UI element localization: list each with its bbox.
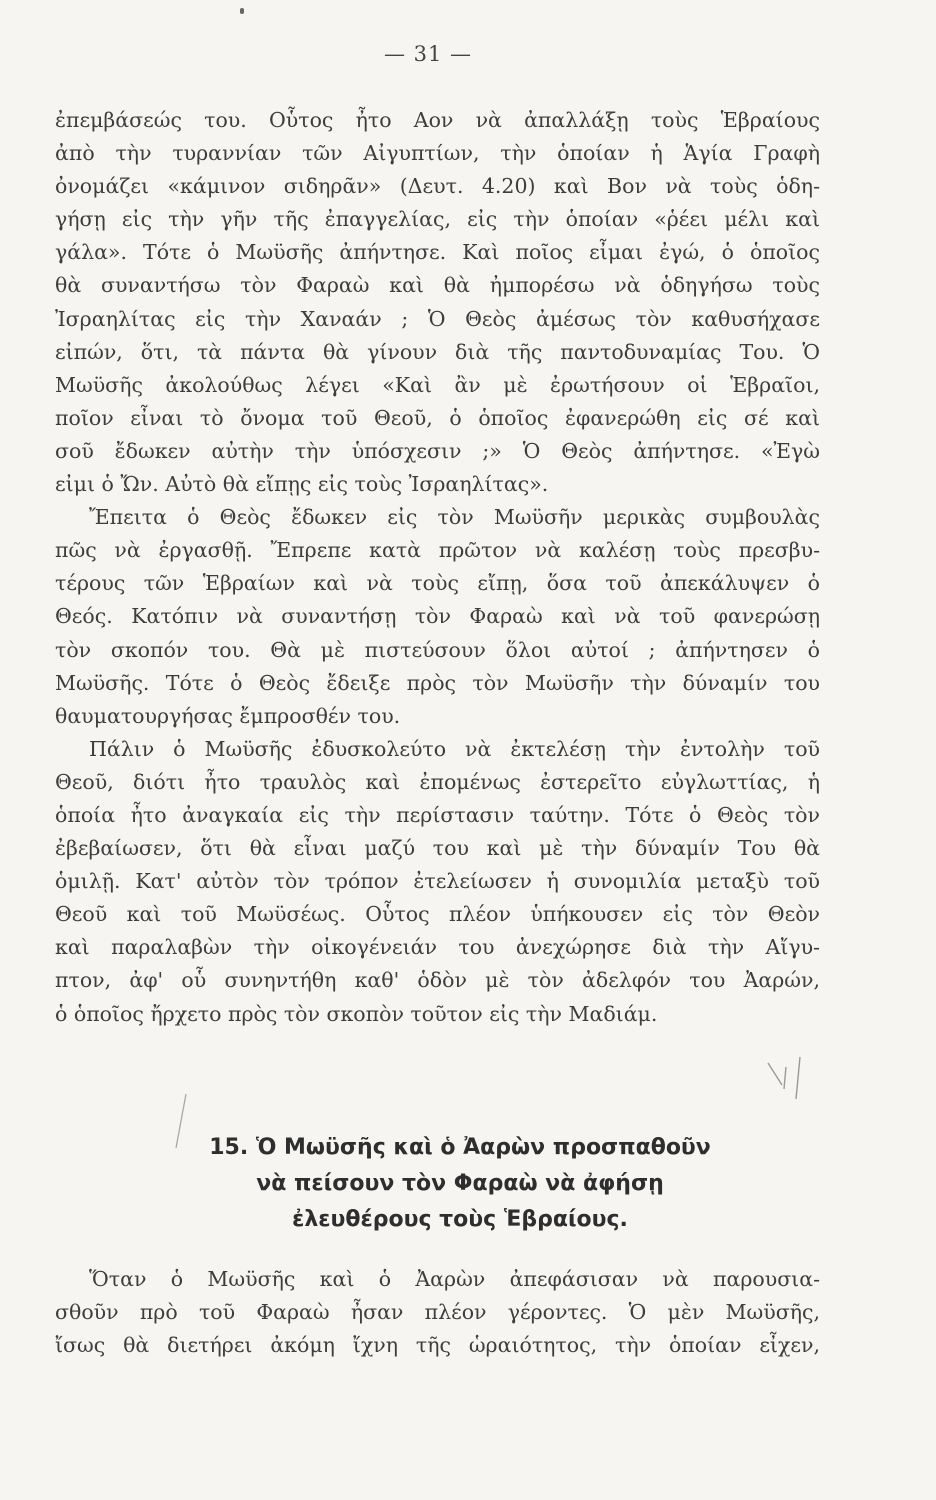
text-line: καὶ παραλαβὼν τὴν οἰκογένειάν του ἀνεχώρησε διὰ τὴν Αἴγυ-: [55, 935, 820, 960]
section-heading: [110, 1130, 810, 1238]
text-line: ὁ ὁποῖος ἤρχετο πρὸς τὸν σκοπὸν τοῦτον εἰς τὴν Μαδιάμ.: [55, 1001, 658, 1026]
text-line: Θεοῦ καὶ τοῦ Μωϋσέως. Οὗτος πλέον ὑπήκουσεν εἰς τὸν Θεὸν: [55, 902, 820, 927]
heading-line: ἐλευθέρους τοὺς Ἑβραίους.: [292, 1207, 628, 1232]
heading-line: 15. Ὁ Μωϋσῆς καὶ ὁ Ἀαρὼν προσπαθοῦν: [209, 1135, 711, 1160]
text-line: θαυματουργήσας ἔμπροσθέν του.: [55, 703, 401, 728]
ink-dot: [240, 8, 244, 14]
text-line: ποῖον εἶναι τὸ ὄνομα τοῦ Θεοῦ, ὁ ὁποῖος ἐφανερώθη εἰς σέ καὶ: [55, 405, 820, 430]
text-line: ἀπὸ τὴν τυραννίαν τῶν Αἰγυπτίων, τὴν ὁποίαν ἡ Ἁγία Γραφὴ: [55, 141, 820, 166]
text-line: ἐβεβαίωσεν, ὅτι θὰ εἶναι μαζύ του καὶ μὲ τὴν δύναμίν Του θὰ: [55, 836, 820, 861]
text-line: Ὅταν ὁ Μωϋσῆς καὶ ὁ Ἀαρὼν ἀπεφάσισαν νὰ παρουσια-: [89, 1267, 820, 1291]
page-number: — 31 —: [383, 42, 473, 66]
text-line: θὰ συναντήσω τὸν Φαραὼ καὶ θὰ ἠμπορέσω νὰ ὁδηγήσω τοὺς: [55, 273, 820, 298]
text-line: ὀνομάζει «κάμινον σιδηρᾶν» (Δευτ. 4.20) καὶ Βον νὰ τοὺς ὁδη-: [55, 174, 820, 199]
text-line: ἴσως θὰ διετήρει ἀκόμη ἴχνη τῆς ὡραιότητος, τὴν ὁποίαν εἶχεν,: [55, 1333, 820, 1358]
text-line: Μωϋσῆς. Τότε ὁ Θεὸς ἔδειξε πρὸς τὸν Μωϋσῆν τὴν δύναμίν του: [55, 670, 820, 695]
text-line: πῶς νὰ ἐργασθῇ. Ἔπρεπε κατὰ πρῶτον νὰ καλέσῃ τοὺς πρεσβυ-: [55, 538, 820, 563]
text-line: Ἰσραηλίτας εἰς τὴν Χαναάν ; Ὁ Θεὸς ἀμέσως τὸν καθυσήχασε: [55, 306, 820, 331]
pencil-annotation: [760, 1055, 820, 1115]
text-line: Θεοῦ, διότι ἦτο τραυλὸς καὶ ἐπομένως ἐστερεῖτο εὐγλωττίας, ἡ: [55, 769, 820, 794]
text-line: τέρους τῶν Ἑβραίων καὶ νὰ τοὺς εἴπῃ, ὅσα τοῦ ἀπεκάλυψεν ὁ: [55, 571, 820, 596]
text-line: τὸν σκοπόν του. Θὰ μὲ πιστεύσουν ὅλοι αὐτοί ; ἀπήντησεν ὁ: [55, 637, 820, 662]
text-line: εἰμι ὁ Ὤν. Αὐτὸ θὰ εἴπῃς εἰς τοὺς Ἰσραηλίτας».: [55, 472, 549, 497]
body-text-top: [55, 104, 820, 1031]
text-line: ἐπεμβάσεώς του. Οὗτος ἦτο Αον νὰ ἀπαλλάξῃ τοὺς Ἑβραίους: [55, 108, 820, 132]
text-line: σθοῦν πρὸ τοῦ Φαραὼ ἦσαν πλέον γέροντες. Ὁ μὲν Μωϋσῆς,: [55, 1300, 820, 1325]
text-line: εἰπών, ὅτι, τὰ πάντα θὰ γίνουν διὰ τῆς παντοδυναμίας Του. Ὁ: [55, 339, 820, 364]
text-line: Θεός. Κατόπιν νὰ συναντήσῃ τὸν Φαραὼ καὶ νὰ τοῦ φανερώσῃ: [55, 604, 820, 629]
text-line: Ἔπειτα ὁ Θεὸς ἔδωκεν εἰς τὸν Μωϋσῆν μερικὰς συμβουλὰς: [89, 505, 820, 530]
text-line: γάλα». Τότε ὁ Μωϋσῆς ἀπήντησε. Καὶ ποῖος εἶμαι ἐγώ, ὁ ὁποῖος: [55, 240, 820, 265]
text-line: Πάλιν ὁ Μωϋσῆς ἐδυσκολεύτο νὰ ἐκτελέσῃ τὴν ἐντολὴν τοῦ: [89, 736, 820, 761]
text-line: γήσῃ εἰς τὴν γῆν τῆς ἐπαγγελίας, εἰς τὴν ὁποίαν «ῥέει μέλι καὶ: [55, 207, 820, 232]
body-text-bottom: [55, 1263, 820, 1362]
text-line: πτον, ἀφ' οὗ συνηντήθη καθ' ὁδὸν μὲ τὸν ἀδελφόν του Ἀαρών,: [55, 968, 820, 993]
text-line: ὁποία ἦτο ἀναγκαία εἰς τὴν περίστασιν ταύτην. Τότε ὁ Θεὸς τὸν: [55, 802, 820, 827]
text-line: σοῦ ἔδωκεν αὐτὴν τὴν ὑπόσχεσιν ;» Ὁ Θεὸς ἀπήντησε. «Ἐγὼ: [55, 438, 820, 463]
heading-line: νὰ πείσουν τὸν Φαραὼ νὰ ἀφήσῃ: [256, 1171, 664, 1196]
text-line: ὁμιλῇ. Κατ' αὐτὸν τὸν τρόπον ἐτελείωσεν ἡ συνομιλία μεταξὺ τοῦ: [55, 869, 820, 894]
text-line: Μωϋσῆς ἀκολούθως λέγει «Καὶ ἂν μὲ ἐρωτήσουν οἱ Ἑβραῖοι,: [55, 372, 820, 397]
